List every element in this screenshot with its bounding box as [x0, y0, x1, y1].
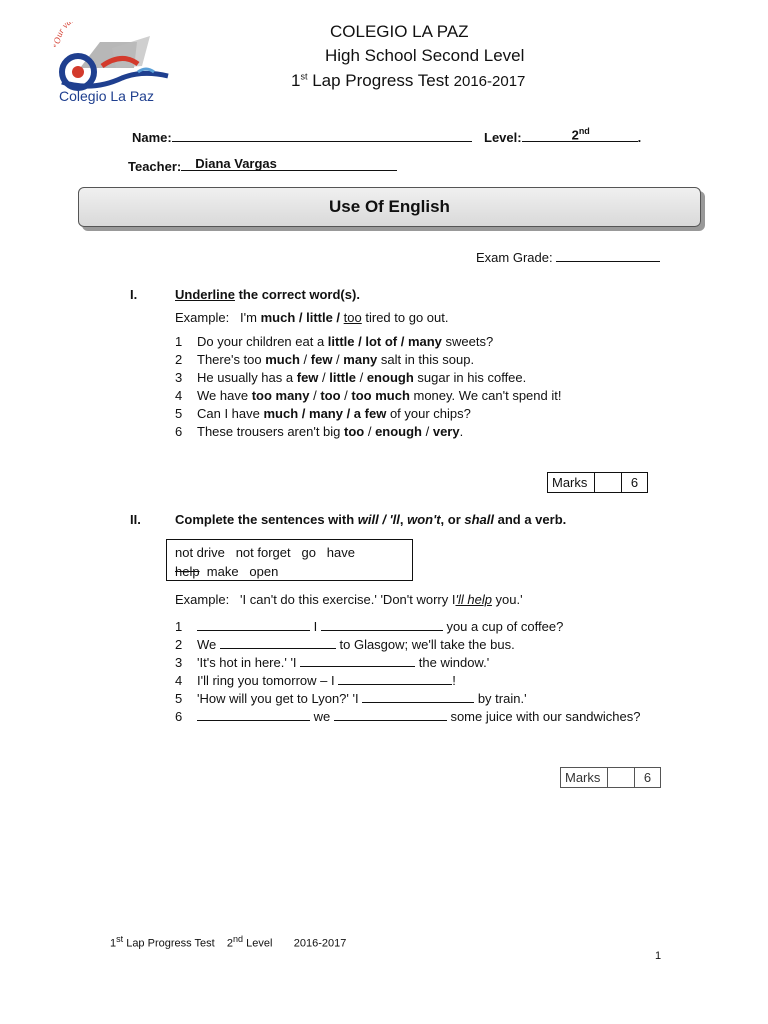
answer-blank[interactable] — [197, 617, 310, 631]
section2-example: Example: 'I can't do this exercise.' 'Don't worry I'll help you.' — [175, 592, 523, 607]
answer-blank[interactable] — [362, 689, 474, 703]
logo-motto: "Our va — [51, 22, 74, 49]
section-banner: Use Of English — [78, 187, 701, 227]
section2-marks: Marks 6 — [560, 767, 661, 788]
list-item[interactable]: 1 Do your children eat a little / lot of / many sweets? — [175, 334, 494, 349]
list-item[interactable]: 6 These trousers aren't big too / enough / very. — [175, 424, 464, 439]
list-item: 2 We to Glasgow; we'll take the bus. — [175, 637, 515, 652]
list-item: 1 I you a cup of coffee? — [175, 619, 564, 634]
section1-example: Example: I'm much / little / too tired to go out. — [175, 310, 449, 325]
section2-list — [175, 617, 641, 725]
list-item[interactable]: 4 We have too many / too / too much money. We can't spend it! — [175, 388, 562, 403]
word-bank: not drive not forget go have help make open — [166, 539, 413, 581]
section1-instructions: Underline the correct word(s). — [175, 287, 360, 302]
level-field[interactable]: 2nd — [522, 128, 638, 142]
list-item[interactable]: 2 There's too much / few / many salt in this soup. — [175, 352, 475, 367]
level-row: Level: 2nd . — [484, 126, 642, 145]
school-level: High School Second Level — [325, 46, 525, 65]
section1-list — [175, 334, 561, 442]
exam-grade-field[interactable] — [556, 248, 660, 262]
test-title: 1st Lap Progress Test 2016-2017 — [291, 71, 526, 90]
logo-name: Colegio La Paz — [59, 88, 154, 104]
answer-blank[interactable] — [220, 635, 336, 649]
school-logo — [42, 22, 176, 108]
teacher-row: Teacher: Diana Vargas — [128, 157, 397, 174]
marks-score-field[interactable] — [608, 768, 635, 787]
school-name: COLEGIO LA PAZ — [330, 22, 469, 41]
answer-blank[interactable] — [300, 653, 415, 667]
list-item: 3 'It's hot in here.' 'I the window.' — [175, 655, 490, 670]
answer-blank[interactable] — [321, 617, 443, 631]
list-item: 5 'How will you get to Lyon?' 'I by train.' — [175, 691, 527, 706]
exam-grade: Exam Grade: — [476, 248, 660, 265]
list-item: 6 we some juice with our sandwiches? — [175, 709, 641, 724]
answer-blank[interactable] — [338, 671, 452, 685]
name-field[interactable] — [172, 128, 472, 142]
page-number: 1 — [655, 950, 662, 962]
list-item[interactable]: 3 He usually has a few / little / enough sugar in his coffee. — [175, 370, 527, 385]
section2-instructions: Complete the sentences with will / 'll, won't, or shall and a verb. — [175, 512, 567, 527]
section2-numeral: II. — [130, 512, 141, 527]
section1-numeral: I. — [130, 287, 138, 302]
name-row: Name: — [132, 128, 472, 145]
marks-score-field[interactable] — [595, 473, 622, 492]
footer: 1st Lap Progress Test 2nd Level 2016-2017 — [110, 934, 347, 950]
list-item[interactable]: 5 Can I have much / many / a few of your chips? — [175, 406, 471, 421]
list-item: 4 I'll ring you tomorrow – I ! — [175, 673, 456, 688]
section1-marks: Marks 6 — [547, 472, 648, 493]
answer-blank[interactable] — [334, 707, 447, 721]
teacher-field[interactable]: Diana Vargas — [181, 157, 397, 171]
answer-blank[interactable] — [197, 707, 310, 721]
